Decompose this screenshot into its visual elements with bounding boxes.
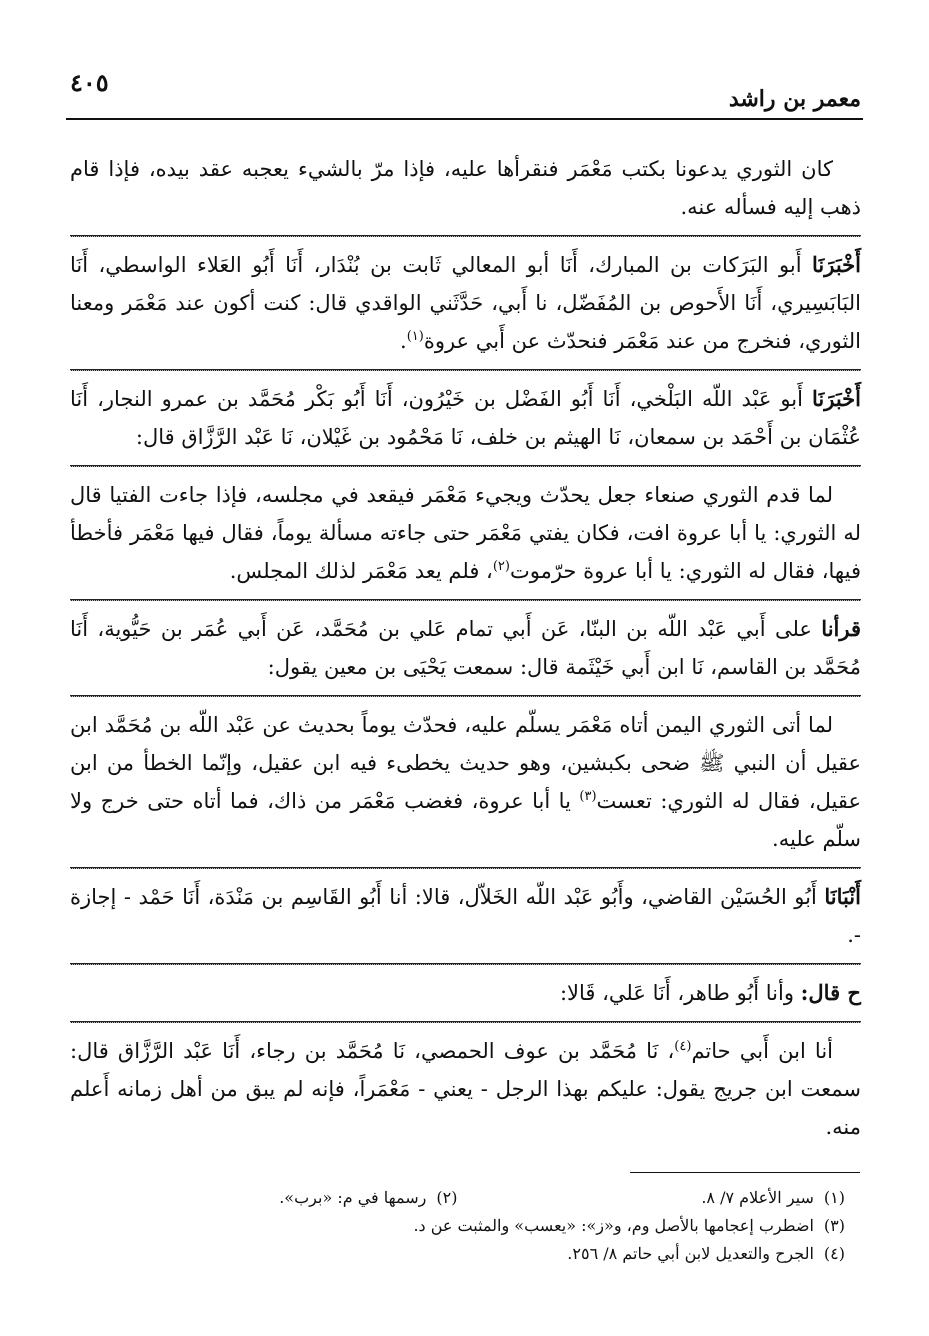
paragraph-separator (70, 867, 861, 869)
paragraph-separator (70, 695, 861, 697)
footnote-number: (٢) (436, 1188, 458, 1207)
paragraph-9 (70, 1032, 861, 1146)
paragraph-text: لما قدم الثوري صنعاء جعل يحدّث ويجيء مَعْمَر فيقعد في مجلسه، فإذا جاءت الفتيا قال له الثوري: يا أبا عروة افت، فكان يفتي مَعْمَر حتى جاءته مسألة يوماً، فقال فيها مَعْمَر فأخطأ فيها، فقال له الثوري: يا أبا عروة حرّموت (70, 483, 861, 583)
paragraph-text: أَبُو الحُسَيْن القاضي، وأَبُو عَبْد اللّه الخَلاّل، قالا: أنا أَبُو القَاسِم بن مَنْدَة، أَنَا حَمْد - إجازة -. (70, 885, 861, 947)
paragraph-text: على أَبي عَبْد اللّه بن البنّا، عَن أَبي تمام عَلي بن مُحَمَّد، عَن أَبي عُمَر بن حَيُّوية، أَنَا مُحَمَّد بن القاسم، نَا ابن أَبي خَيْثَمة قال: سمعت يَحْيَى بن معين يقول: (70, 617, 861, 679)
paragraph-separator (70, 465, 861, 467)
footnote-3 (70, 1212, 845, 1240)
footnote-ref-3: (٣) (579, 789, 597, 804)
chain-lead-word: قرأنا (821, 616, 861, 641)
paragraph-text: وأنا أَبُو طاهر، أَنَا عَلي، قَالا: (559, 981, 801, 1005)
paragraph-separator (70, 235, 861, 237)
paragraph-8 (70, 974, 861, 1012)
paragraph-3 (70, 380, 861, 456)
paragraph-6 (70, 706, 861, 858)
footnote-2 (70, 1184, 458, 1212)
footnote-text: اضطرب إعجامها بالأصل وم، و«ز»: «يعسب» والمثبت عن د. (413, 1216, 814, 1235)
page-number: ٤٠٥ (70, 68, 109, 97)
footnote-number: (٣) (823, 1216, 845, 1235)
paragraph-tail: . (400, 329, 407, 353)
chain-lead-word: أَخْبَرَنَا (812, 386, 861, 411)
paragraph-separator (70, 599, 861, 601)
paragraph-text: أَبو البَرَكات بن المبارك، أَنَا أبو المعالي ثَابت بن بُنْدَار، أَنَا أَبُو العَلاء الواسطي، أَنَا البَابَسِيري، أَنَا الأَحوص بن المُفَضّل، نا أَبي، حَدَّثَني الواقدي قال: كنت أكون عند مَعْمَر ومعنا الثوري، فنخرج من عند مَعْمَر فنحدّث عن أَبي عروة (70, 253, 861, 353)
paragraph-1 (70, 150, 861, 226)
footnote-4 (70, 1240, 845, 1268)
footnote-text: رسمها في م: «برب». (279, 1188, 427, 1207)
paragraph-separator (70, 369, 861, 371)
footnote-rule (630, 1172, 860, 1173)
paragraph-text: أنا ابن أَبي حاتم (691, 1039, 833, 1063)
paragraph-separator (70, 963, 861, 965)
footnote-number: (٤) (823, 1244, 845, 1263)
footnote-text: الجرح والتعديل لابن أبي حاتم ٨/ ٢٥٦. (567, 1244, 814, 1263)
paragraph-separator (70, 1021, 861, 1023)
chain-lead-word: أَنْبَانَا (824, 884, 861, 909)
main-text (70, 150, 861, 1146)
paragraph-5 (70, 610, 861, 686)
footnote-row (70, 1184, 845, 1212)
paragraph-tail: ، نَا مُحَمَّد بن عوف الحمصي، نَا مُحَمَّد بن رجاء، أَنَا عَبْد الرَّزَّاق قال: سمعت ابن جريج يقول: عليكم بهذا الرجل - يعني - مَعْمَراً، فإنه لم يبق من أهل زمانه أَعلم منه. (70, 1039, 861, 1139)
paragraph-7 (70, 878, 861, 954)
footnote-text: سير الأعلام ٧/ ٨. (701, 1188, 814, 1207)
paragraph-4 (70, 476, 861, 590)
footnote-ref-1: (١) (406, 329, 424, 344)
paragraph-text: كان الثوري يدعونا بكتب مَعْمَر فنقرأها عليه، فإذا مرّ بالشيء يعجبه عقد بيده، فإذا قام ذهب إليه فسأله عنه. (70, 157, 861, 219)
paragraph-text: لما أتى الثوري اليمن أتاه مَعْمَر يسلّم عليه، فحدّث يوماً بحديث عن عَبْد اللّه بن مُحَمَّد ابن عقيل أن النبي ﷺ ضحى بكبشين، وهو حديث يخطىء فيه ابن عقيل، وإنّما الخطأ من ابن عقيل، فقال له الثوري: تعست (70, 713, 861, 813)
paragraph-tail: ، فلم يعد مَعْمَر لذلك المجلس. (229, 559, 493, 583)
paragraph-text: أَبو عَبْد اللّه البَلْخي، أَنَا أَبُو الفَضْل بن خَيْرُون، أَنَا أَبُو بَكْر مُحَمَّد بن عمرو النجار، أَنَا عُثْمَان بن أَحْمَد بن سمعان، نَا الهيثم بن خلف، نَا مَحْمُود بن غَيْلان، نَا عَبْد الرَّزَّاق قال: (70, 387, 861, 449)
footnotes (70, 1184, 845, 1268)
paragraph-2 (70, 246, 861, 360)
paragraph-tail: يا أبا عروة، فغضب مَعْمَر من ذاك، فما أتاه حتى خرج ولا سلّم عليه. (70, 789, 861, 851)
chain-lead-word: ح قال: (800, 980, 861, 1005)
footnote-number: (١) (823, 1188, 845, 1207)
footnote-1 (458, 1184, 846, 1212)
footnote-ref-2: (٢) (492, 559, 510, 574)
chain-lead-word: أَخْبَرَنَا (812, 252, 861, 277)
running-title: معمر بن راشد (728, 86, 861, 112)
footnote-ref-4: (٤) (674, 1039, 692, 1054)
header-rule (66, 118, 863, 120)
